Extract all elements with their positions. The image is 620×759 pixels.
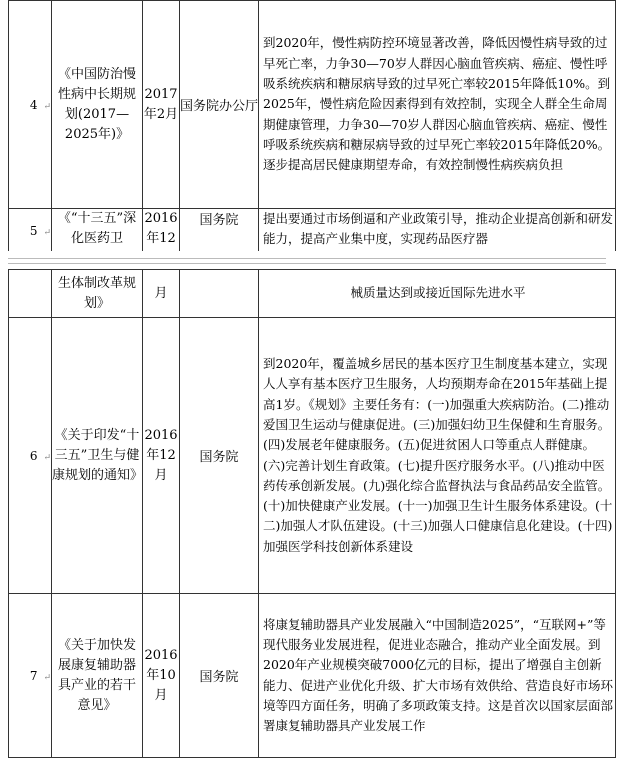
policy-content: 将康复辅助器具产业发展融入“中国制造2025”，“互联网+”等现代服务业发展进程，促进业态融合，推动产业全面发展。到2020年产业规模突破7000亿元的目标，提出了增强自主创新能力、促进产业优化升级、扩大市场有效供给、营造良好市场环境等四方面任务，明确了多项政策支持。这是首次以国家层面部署康复辅助器具产业发展工作 <box>263 616 614 734</box>
row-number: 4 <box>29 97 38 112</box>
page-break-gap <box>0 251 620 269</box>
policy-content-cell <box>259 318 616 594</box>
policy-content: 提出要通过市场倒逼和产业政策引导，推动企业提高创新和研发能力，提高产业集中度，实现药品医疗器 <box>263 211 614 247</box>
issuer: 国务院 <box>199 670 239 685</box>
page-break-line <box>8 258 606 259</box>
issuer: 国务院办公厅 <box>180 99 259 114</box>
issuer-cell <box>180 209 259 253</box>
issue-date-cell <box>143 270 180 318</box>
row-number: 6 <box>29 448 38 463</box>
policy-table-part2 <box>8 269 616 758</box>
policy-name-cell <box>52 318 143 594</box>
issue-date: 2016年10月 <box>144 647 178 703</box>
issuer: 国务院 <box>199 213 239 228</box>
page-break-line <box>8 263 606 264</box>
issuer-cell <box>180 318 259 594</box>
policy-name: 《关于加快发展康复辅助器具产业的若干意见》 <box>57 637 136 713</box>
paragraph-mark-icon: ↵ <box>43 452 51 463</box>
issue-date-cell <box>143 209 180 253</box>
paragraph-mark-icon: ↵ <box>43 101 51 112</box>
row-number-cell <box>9 594 52 758</box>
table-row <box>9 1 616 209</box>
policy-content: 到2020年，覆盖城乡居民的基本医疗卫生制度基本建立，实现人人享有基本医疗卫生服务，人均预期寿命在2015年基础上提高1岁。《规划》主要任务有：(一)加强重大疾病防治。(二)推动爱国卫生运动与健康促进。(三)加强妇幼卫生保健和生育服务。(四)发展老年健康服务。(五)促进贫困人口等重点人群健康。(六)完善计划生育政策。(七)提升医疗服务水平。(八)推动中医药传承创新发展。(九)强化综合监督执法与食品药品安全监管。(十)加快健康产业发展。(十一)加强卫生计生服务体系建设。(十二)加强人才队伍建设。(十三)加强人口健康信息化建设。(十四)加强医学科技创新体系建设 <box>263 356 613 554</box>
policy-content-cell <box>259 209 616 253</box>
issue-date-cell <box>143 1 180 209</box>
row-number-cell <box>9 318 52 594</box>
paragraph-mark-icon: ↵ <box>43 672 51 683</box>
issue-date-cell <box>143 594 180 758</box>
paragraph-mark-icon: ↵ <box>43 227 51 238</box>
issuer-cell <box>180 1 259 209</box>
policy-name-cell <box>52 594 143 758</box>
policy-name-cell <box>52 1 143 209</box>
row-number-cell <box>9 270 52 318</box>
issuer: 国务院 <box>199 450 239 465</box>
table-row <box>9 209 616 253</box>
policy-name: 生体制改革规划》 <box>57 275 136 311</box>
row-number: 5 <box>29 223 38 238</box>
policy-content: 械质量达到或接近国际先进水平 <box>350 285 526 301</box>
table-row <box>9 594 616 758</box>
issuer-cell <box>180 594 259 758</box>
row-number: 7 <box>29 668 38 683</box>
policy-name: 《中国防治慢性病中长期规划(2017—2025年)》 <box>57 66 136 142</box>
issue-date: 2016年12月 <box>144 427 178 483</box>
policy-name-cell <box>52 209 143 253</box>
policy-name: 《关于印发“十三五”卫生与健康规划的通知》 <box>52 427 144 483</box>
policy-content: 到2020年，慢性病防控环境显著改善，降低因慢性病导致的过早死亡率，力争30—70岁人群因心脑血管疾病、癌症、慢性呼吸系统疾病和糖尿病导致的过早死亡率较2015年降低10%。到2025年，慢性病危险因素得到有效控制，实现全人群全生命周期健康管理，力争30—70岁人群因心脑血管疾病、癌症、慢性呼吸系统疾病和糖尿病导致的过早死亡率较2015年降低20%。逐步提高居民健康期望寿命，有效控制慢性病疾病负担 <box>263 35 611 173</box>
policy-table-part1 <box>8 0 616 253</box>
issue-date: 2016年12 <box>144 211 178 246</box>
policy-content-cell <box>259 1 616 209</box>
issue-date: 月 <box>154 285 168 301</box>
issue-date: 2017年2月 <box>143 86 179 122</box>
issue-date-cell <box>143 318 180 594</box>
row-number-cell <box>9 209 52 253</box>
issuer-cell <box>180 270 259 318</box>
policy-name: 《“十三五”深化医药卫 <box>57 211 137 246</box>
table-row <box>9 270 616 318</box>
policy-content-cell <box>259 270 616 318</box>
table-row <box>9 318 616 594</box>
row-number-cell <box>9 1 52 209</box>
policy-name-cell <box>52 270 143 318</box>
policy-content-cell <box>259 594 616 758</box>
